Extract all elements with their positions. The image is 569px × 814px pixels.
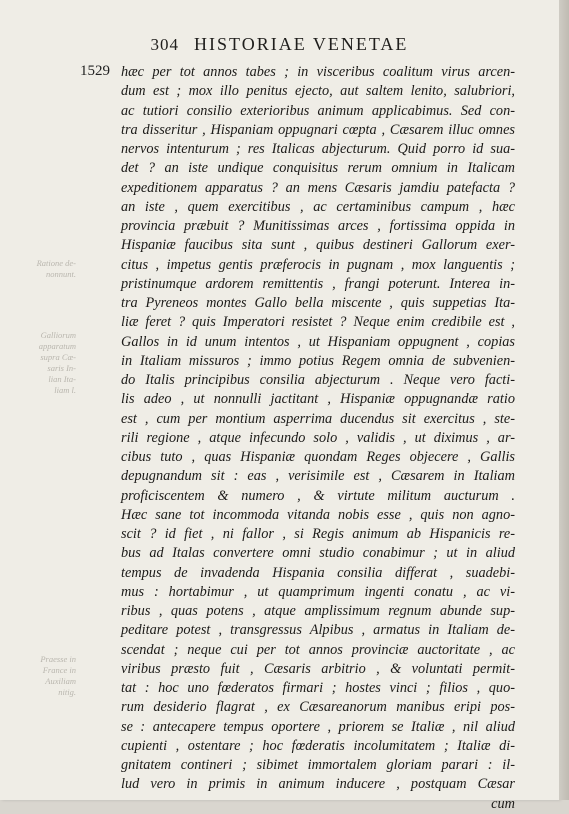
text-line: an iste , quem exercitibus , ac certaminibus campum , hæc (121, 198, 515, 215)
page-number: 304 (150, 35, 180, 54)
text-line: expeditionem apparatus ? an mens Cæsaris jamdiu patefacta ? (121, 179, 515, 196)
text-line: depugnandum sit : eas , verisimile est , Cæsarem in Italiam (121, 468, 515, 485)
text-line: tempus de invadenda Hispania consilia differat , suadebi- (121, 564, 515, 581)
text-line: scit ? id fiet , ni fallor , si Regis animum ab Hispanicis re- (121, 526, 515, 542)
text-line: in Italiam missuros ; immo potius Regem omnia de subvenien- (121, 352, 515, 369)
text-line: tat : hoc uno fœderatos firmari ; hostes vinci ; filios , quo- (121, 680, 515, 696)
text-line: provincia præbuit ? Munitissimas arces , fortissima oppida in (121, 218, 515, 234)
page-edge (559, 0, 569, 800)
margin-note-top: Ratione de- nonnunt. (36, 258, 76, 279)
text-line: tra disseritur , Hispaniam oppugnari cœpta , Cæsarem illuc omnes (121, 121, 515, 138)
text-line: lud vero in primis in animum inducere , postquam Cæsar (121, 776, 515, 793)
text-line: nervos intenturum ; res Italicas abjecturum. Quid porro id sua- (121, 141, 515, 157)
text-line: dum est ; mox illo penitus ejecto, aut saltem lenito, salubriori, (121, 83, 515, 100)
text-line: peditare potest , transgressus Alpibus , armatus in Italiam de- (121, 622, 515, 639)
text-line: lis adeo , ut nonnulli jactitant , Hispaniæ oppugnandæ ratio (121, 391, 515, 408)
page-header (0, 34, 559, 55)
text-line: viribus præsto fuit , Cæsaris arbitrio , & voluntati permit- (121, 660, 515, 677)
text-line: cupienti , ostentare ; hoc fœderatis incolumitatem ; Italiæ di- (121, 737, 515, 754)
body-text (121, 63, 515, 814)
text-line: tra Pyreneos montes Gallo bella miscente , quis suppetias Ita- (121, 295, 515, 311)
text-line: do Italis principibus consilia abjecturum . Neque vero facti- (121, 372, 515, 388)
text-line: proficiscentem & numero , & virtute militum aucturum . (121, 487, 515, 504)
margin-note-middle: Galliorum apparatum supra Cæ- saris In- lian Ita- liam l. (38, 330, 76, 395)
text-line: bus ad Italas convertere omni studio conabimur ; ut in aliud (121, 545, 515, 562)
text-line: Hispaniæ faucibus sita sunt , quibus destineri Gallorum exer- (121, 237, 515, 254)
text-line: citus , impetus gentis præferocis in pugnam , mox languentis ; (121, 256, 515, 273)
text-line: rum desiderio flagrat , ex Cæsareanorum manibus eripi pos- (121, 699, 515, 716)
text-line: Hæc sane tot incommoda vitanda nobis esse , quis non agno- (121, 506, 515, 523)
text-line: rili regione , atque infecundo solo , validis , ut diximus , ar- (121, 429, 515, 446)
text-line: mus : hortabimur , ut quamprimum ingenti conatu , ac vi- (121, 583, 515, 600)
year-marker: 1529 (80, 63, 110, 79)
text-line: Gallos in id unum intentos , ut Hispaniam oppugnent , copias (121, 333, 515, 350)
text-line: gnitatem contineri ; sibimet immortalem gloriam parari : il- (121, 757, 515, 773)
margin-note-bottom: Praesse in France in Auxiliam nitig. (40, 654, 76, 697)
text-line: scendat ; neque cui per tot annos provinciæ auctoritate , ac (121, 641, 515, 658)
text-line: hæc per tot annos tabes ; in visceribus coalitum virus arcen- (121, 64, 515, 80)
text-line: cibus tuto , quas Hispaniæ quondam Reges objecere , Gallis (121, 449, 515, 465)
text-line: ribus , quas potens , atque amplissimum regnum abunde sup- (121, 603, 515, 619)
text-line: cum (491, 795, 515, 812)
text-line: liæ feret ? quis Imperatori resistet ? Neque enim credibile est , (121, 314, 515, 331)
text-line: pristinumque ardorem remittentis , frangi poterunt. Interea in- (121, 275, 515, 292)
text-line: det ? an iste undique conquisitus rerum omnium in Italicam (121, 160, 515, 177)
text-line: se : antecapere tempus oportere , priorem se Italiæ , nil aliud (121, 718, 515, 735)
text-line: ac tutiori consilio exterioribus animum applicabimus. Sed con- (121, 102, 515, 119)
running-title: HISTORIAE VENETAE (194, 34, 409, 54)
text-line: est , cum per montium asperrima ducendus sit exercitus , ste- (121, 410, 515, 427)
